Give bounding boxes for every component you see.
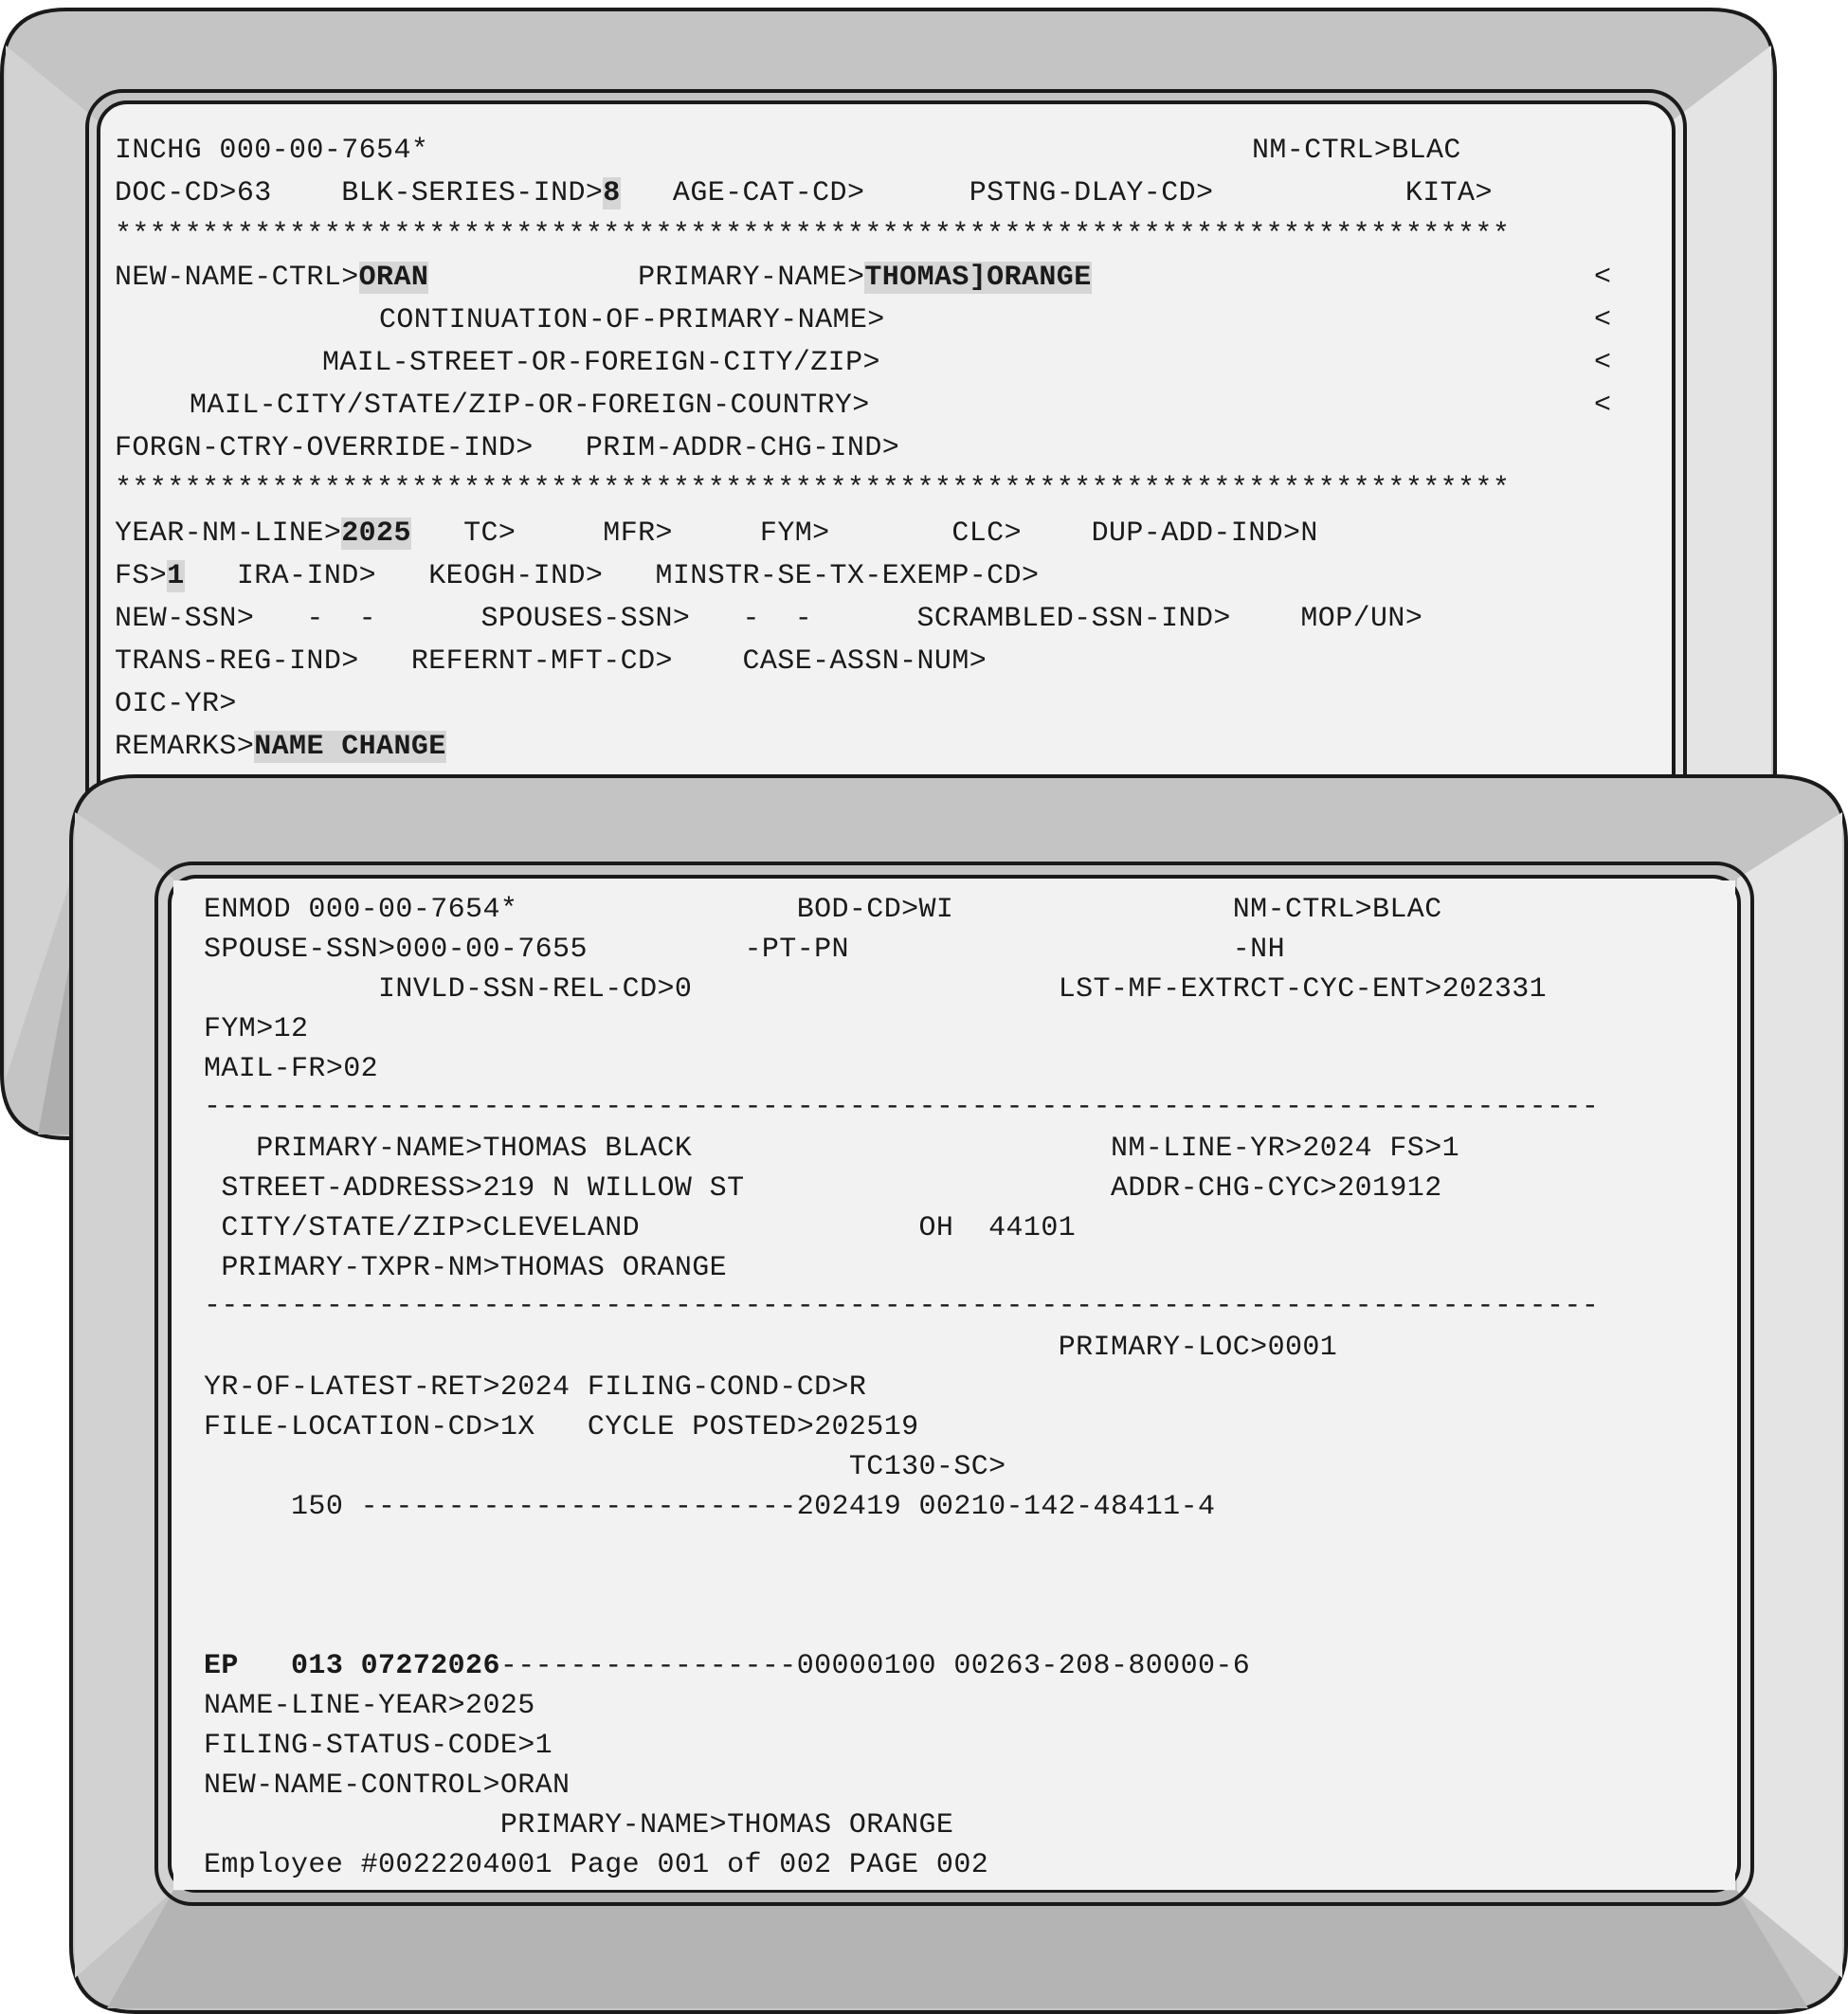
primary-name-line: PRIMARY-NAME>THOMAS BLACK NM-LINE-YR>2024 FS>1 xyxy=(204,1133,1460,1165)
employee-page-line: Employee #0022204001 Page 001 of 002 PAGE 002 xyxy=(204,1849,989,1881)
mail-fr-line: MAIL-FR>02 xyxy=(204,1053,379,1085)
year-nm-line-label: YEAR-NM-LINE> xyxy=(115,517,342,550)
field-end-marker-4: < xyxy=(1594,390,1612,422)
year-nm-line xyxy=(115,515,1318,553)
primary-name-ep-line: PRIMARY-NAME>THOMAS ORANGE xyxy=(204,1809,954,1842)
asterisk-divider-2: ******************************************************************************** xyxy=(115,473,1511,505)
inchg-header: INCHG 000-00-7654* xyxy=(115,135,429,167)
name-line-year-line: NAME-LINE-YEAR>2025 xyxy=(204,1690,535,1722)
field-end-marker-2: < xyxy=(1594,304,1612,336)
primary-name-label: PRIMARY-NAME> xyxy=(428,262,865,294)
new-name-ctrl-line xyxy=(115,259,1092,297)
tc130-sc-line: TC130-SC> xyxy=(204,1451,1006,1483)
spouse-ssn-line: SPOUSE-SSN>000-00-7655 -PT-PN -NH xyxy=(204,934,1285,966)
new-name-ctrl-input[interactable]: ORAN xyxy=(358,262,429,294)
oic-yr-line: OIC-YR> xyxy=(115,688,237,720)
doc-cd-label: DOC-CD>63 BLK-SERIES-IND> xyxy=(115,177,604,209)
year-nm-line-input[interactable]: 2025 xyxy=(341,517,411,550)
invld-ssn-line: INVLD-SSN-REL-CD>0 LST-MF-EXTRCT-CYC-ENT>202331 xyxy=(204,973,1548,1006)
field-end-marker-3: < xyxy=(1594,347,1612,379)
remarks-line xyxy=(115,728,446,766)
filing-status-code-line: FILING-STATUS-CODE>1 xyxy=(204,1730,553,1762)
yr-latest-ret-line: YR-OF-LATEST-RET>2024 FILING-COND-CD>R xyxy=(204,1371,867,1404)
ep-line xyxy=(204,1647,1250,1685)
city-state-zip-line: CITY/STATE/ZIP>CLEVELAND OH 44101 xyxy=(204,1212,1077,1244)
fym-line: FYM>12 xyxy=(204,1013,309,1045)
blk-series-input[interactable]: 8 xyxy=(603,177,621,209)
screen-enmod xyxy=(173,880,1735,1890)
fs-input[interactable]: 1 xyxy=(167,560,185,592)
fs-label: FS> xyxy=(115,560,168,592)
street-address-line: STREET-ADDRESS>219 N WILLOW ST ADDR-CHG-CYC>201912 xyxy=(204,1172,1442,1205)
primary-txpr-nm-line: PRIMARY-TXPR-NM>THOMAS ORANGE xyxy=(204,1252,728,1284)
enmod-header: ENMOD 000-00-7654* BOD-CD>WI NM-CTRL>BLAC xyxy=(204,894,1442,926)
ep-rest: -----------------00000100 00263-208-80000-6 xyxy=(499,1650,1251,1682)
primary-loc-line: PRIMARY-LOC>0001 xyxy=(204,1332,1338,1364)
ep-bold: EP 013 07272026 xyxy=(204,1650,500,1682)
year-nm-line-rest: TC> MFR> FYM> CLC> DUP-ADD-IND>N xyxy=(410,517,1318,550)
new-name-ctrl-label: NEW-NAME-CTRL> xyxy=(115,262,359,294)
continuation-primary-name-label: CONTINUATION-OF-PRIMARY-NAME> xyxy=(379,304,885,336)
monitor-enmod xyxy=(69,774,1848,2014)
forgn-ctry-line: FORGN-CTRY-OVERRIDE-IND> PRIM-ADDR-CHG-IND> xyxy=(115,432,900,464)
new-ssn-line: NEW-SSN> - - SPOUSES-SSN> - - SCRAMBLED-SSN-IND> MOP/UN> xyxy=(115,603,1423,635)
field-end-marker-1: < xyxy=(1594,262,1612,294)
asterisk-divider-1: ******************************************************************************** xyxy=(115,219,1511,251)
fs-line-rest: IRA-IND> KEOGH-IND> MINSTR-SE-TX-EXEMP-CD> xyxy=(184,560,1040,592)
tc150-line: 150 -------------------------202419 00210-142-48411-4 xyxy=(204,1491,1216,1523)
remarks-input[interactable]: NAME CHANGE xyxy=(254,731,446,763)
doc-cd-line xyxy=(115,174,1493,212)
dash-divider-2: -------------------------------------------------------------------------------- xyxy=(204,1290,1600,1322)
screen-inchg xyxy=(106,127,1662,781)
trans-reg-line: TRANS-REG-IND> REFERNT-MFT-CD> CASE-ASSN-NUM> xyxy=(115,645,987,678)
file-location-line: FILE-LOCATION-CD>1X CYCLE POSTED>202519 xyxy=(204,1411,919,1443)
new-name-control-line: NEW-NAME-CONTROL>ORAN xyxy=(204,1769,571,1802)
mail-street-label: MAIL-STREET-OR-FOREIGN-CITY/ZIP> xyxy=(322,347,880,379)
dash-divider-1: -------------------------------------------------------------------------------- xyxy=(204,1091,1600,1123)
primary-name-input[interactable]: THOMAS]ORANGE xyxy=(864,262,1092,294)
doc-cd-rest: AGE-CAT-CD> PSTNG-DLAY-CD> KITA> xyxy=(620,177,1493,209)
nm-ctrl-field: NM-CTRL>BLAC xyxy=(1252,135,1461,167)
fs-line xyxy=(115,557,1039,595)
mail-city-label: MAIL-CITY/STATE/ZIP-OR-FOREIGN-COUNTRY> xyxy=(190,390,870,422)
remarks-label: REMARKS> xyxy=(115,731,255,763)
